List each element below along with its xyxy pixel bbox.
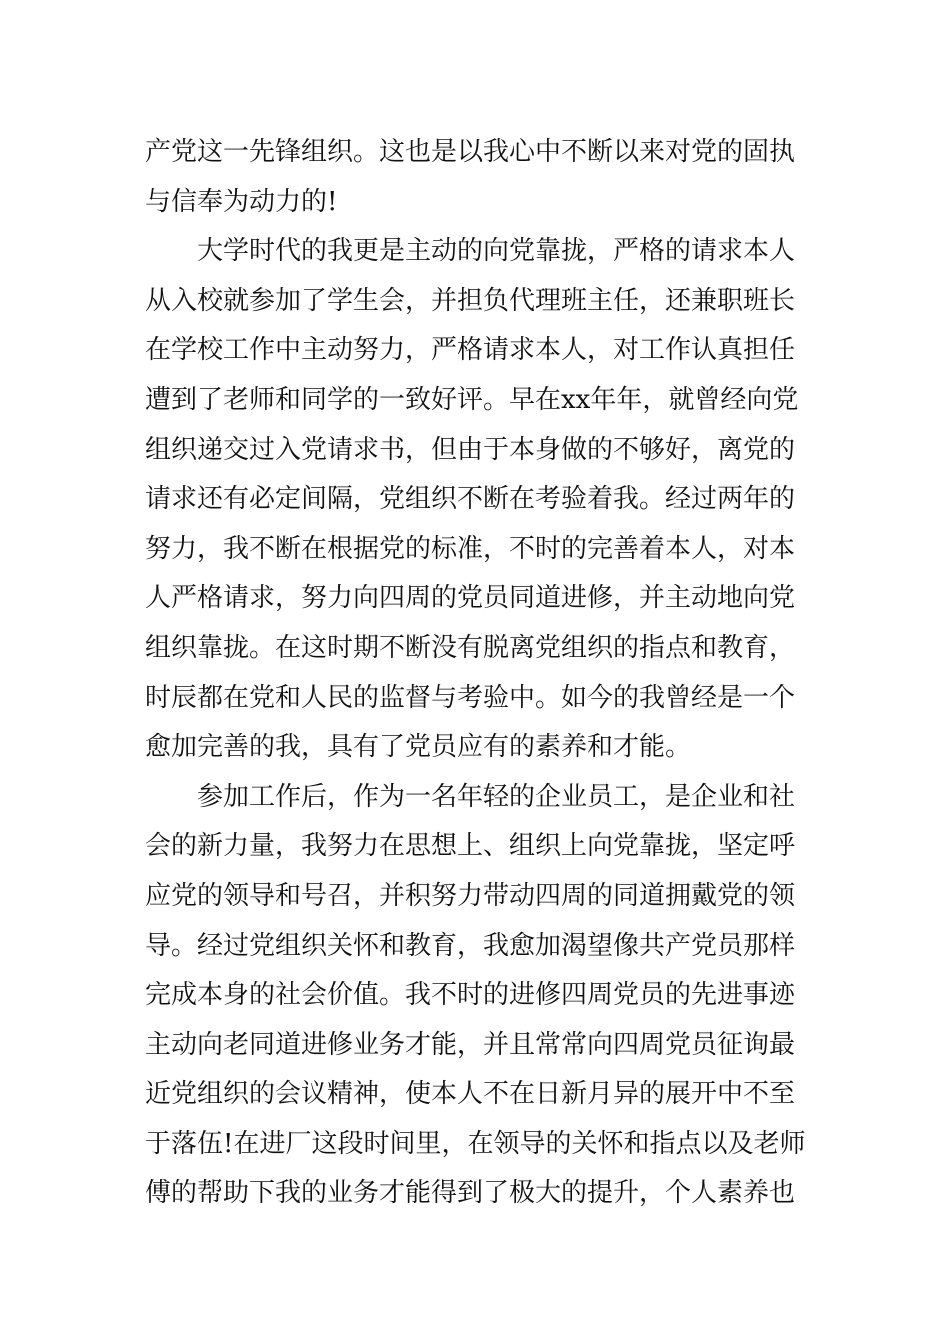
- text-line: 遭到了老师和同学的一致好评。早在xx年年，就曾经向党: [145, 384, 799, 415]
- text-line: 完成本身的社会价值。我不时的进修四周党员的先进事迹: [145, 980, 796, 1011]
- text-line: 主动向老同道进修业务才能，并且常常向四周党员征询最: [145, 1029, 796, 1060]
- text-line: 组织靠拢。在这时期不断没有脱离党组织的指点和教育，: [145, 632, 796, 663]
- text-line: 组织递交过入党请求书，但由于本身做的不够好，离党的: [145, 434, 796, 465]
- text-line: 近党组织的会议精神，使本人不在日新月异的展开中不至: [145, 1079, 796, 1110]
- text-line: 与信奉为动力的!: [145, 186, 338, 217]
- text-line: 应党的领导和号召，并积努力带动四周的同道拥戴党的领: [145, 880, 796, 911]
- paragraph-start-line: 大学时代的我更是主动的向党靠拢，严格的请求本人: [197, 236, 796, 267]
- text-line: 请求还有必定间隔，党组织不断在考验着我。经过两年的: [145, 484, 796, 515]
- text-line: 于落伍!在进厂这段时间里，在领导的关怀和指点以及老师: [145, 1128, 806, 1159]
- text-line: 导。经过党组织关怀和教育，我愈加渴望像共产党员那样: [145, 930, 796, 961]
- text-line: 产党这一先锋组织。这也是以我心中不断以来对党的固执: [145, 137, 796, 167]
- text-line: 人严格请求，努力向四周的党员同道进修，并主动地向党: [145, 583, 796, 614]
- text-line: 时辰都在党和人民的监督与考验中。如今的我曾经是一个: [145, 682, 796, 713]
- text-line: 傅的帮助下我的业务才能得到了极大的提升，个人素养也: [145, 1178, 796, 1209]
- text-line: 努力，我不断在根据党的标准，不时的完善着本人，对本: [145, 533, 796, 564]
- text-line: 会的新力量，我努力在思想上、组织上向党靠拢，坚定呼: [145, 831, 796, 862]
- paragraph-start-line: 参加工作后，作为一名年轻的企业员工，是企业和社: [197, 781, 796, 812]
- text-line: 愈加完善的我，具有了党员应有的素养和才能。: [145, 732, 692, 763]
- text-line: 从入校就参加了学生会，并担负代理班主任，还兼职班长: [145, 285, 796, 316]
- text-line: 在学校工作中主动努力，严格请求本人，对工作认真担任: [145, 335, 796, 366]
- body-text: [145, 128, 815, 1219]
